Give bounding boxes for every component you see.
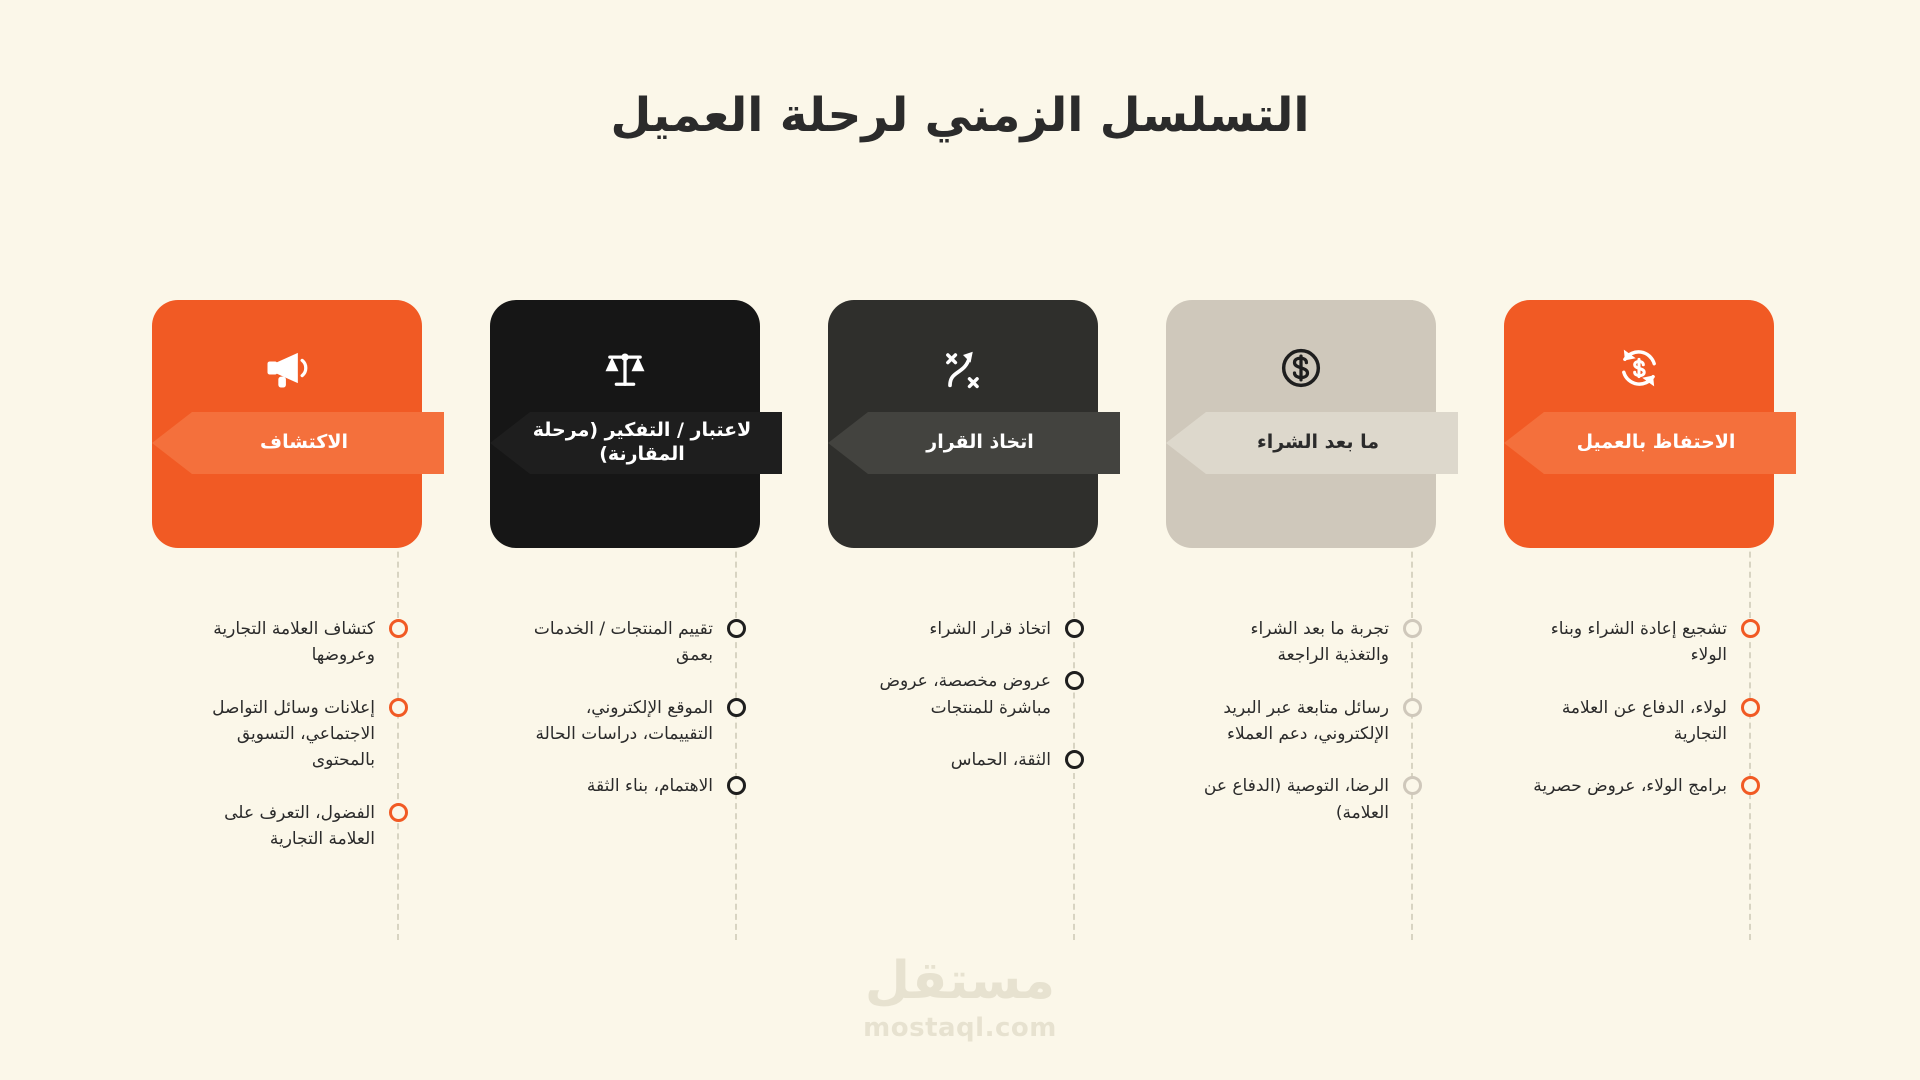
bullet-dot-icon	[727, 776, 746, 795]
list-item	[1470, 695, 1808, 748]
bullet-text: لولاء، الدفاع عن العلامة التجارية	[1561, 697, 1727, 745]
stage-card-consideration[interactable]	[490, 300, 760, 548]
bullet-text: اتخاذ قرار الشراء	[929, 619, 1051, 639]
list-item	[794, 616, 1132, 642]
stage-decision	[794, 300, 1132, 940]
bullet-dot-icon	[1403, 776, 1422, 795]
dollar-refresh-icon	[1504, 328, 1774, 408]
stage-post-purchase	[1132, 300, 1470, 940]
strategy-arrow-icon	[828, 328, 1098, 408]
bullet-dot-icon	[1065, 671, 1084, 690]
stage-label: الاحتفاظ بالعميل	[1576, 431, 1736, 454]
list-item	[1132, 695, 1470, 748]
bullet-text: الاهتمام، بناء الثقة	[586, 776, 713, 797]
bullet-dot-icon	[389, 619, 408, 638]
stage-label: ما بعد الشراء	[1257, 431, 1379, 454]
bullet-text: إعلانات وسائل التواصل الاجتماعي، التسويق بالمحتوى	[212, 697, 375, 771]
list-item	[1470, 773, 1808, 799]
list-item	[118, 800, 456, 853]
megaphone-icon	[152, 328, 422, 408]
list-item	[1132, 616, 1470, 669]
bullet-dot-icon	[727, 698, 746, 717]
stage-banner-post-purchase	[1166, 412, 1458, 474]
stage-banner-consideration	[490, 412, 782, 474]
list-item	[118, 695, 456, 774]
page-title: التسلسل الزمني لرحلة العميل	[610, 88, 1310, 143]
stage-card-decision[interactable]	[828, 300, 1098, 548]
list-item	[118, 616, 456, 669]
stage-banner-decision	[828, 412, 1120, 474]
stage-label: الاكتشاف	[260, 431, 349, 454]
list-item	[1470, 616, 1808, 669]
watermark	[0, 951, 1920, 1043]
stage-label: لاعتبار / التفكير (مرحلة المقارنة)	[532, 419, 752, 465]
bullet-text: تشجيع إعادة الشراء وبناء الولاء	[1550, 619, 1727, 666]
list-item	[1132, 773, 1470, 826]
stage-bullet-list	[794, 616, 1132, 773]
bullet-dot-icon	[1065, 750, 1084, 769]
stage-bullet-list	[1470, 616, 1808, 800]
bullet-dot-icon	[389, 803, 408, 822]
bullet-text: تجربة ما بعد الشراء والتغذية الراجعة	[1250, 619, 1389, 666]
bullet-dot-icon	[1741, 619, 1760, 638]
stage-discovery	[118, 300, 456, 940]
stage-consideration	[456, 300, 794, 940]
bullet-dot-icon	[1741, 698, 1760, 717]
stage-list	[118, 300, 1808, 940]
list-item	[794, 747, 1132, 773]
list-item	[456, 616, 794, 669]
watermark-url: mostaql.com	[863, 1013, 1057, 1043]
bullet-dot-icon	[727, 619, 746, 638]
bullet-dot-icon	[1403, 619, 1422, 638]
stage-card-post-purchase[interactable]	[1166, 300, 1436, 548]
list-item	[456, 695, 794, 748]
dollar-circle-icon	[1166, 328, 1436, 408]
stage-label: اتخاذ القرار	[926, 431, 1034, 454]
scales-icon	[490, 328, 760, 408]
bullet-text: الموقع الإلكتروني، التقييمات، دراسات الحالة	[535, 697, 713, 745]
stage-card-retention[interactable]	[1504, 300, 1774, 548]
bullet-dot-icon	[1741, 776, 1760, 795]
bullet-dot-icon	[1065, 619, 1084, 638]
bullet-text: الرضا، التوصية (الدفاع عن العلامة)	[1203, 776, 1389, 823]
stage-card-discovery[interactable]	[152, 300, 422, 548]
list-item	[456, 773, 794, 799]
list-item	[794, 668, 1132, 721]
stage-bullet-list	[456, 616, 794, 800]
bullet-text: كتشاف العلامة التجارية وعروضها	[213, 619, 375, 666]
watermark-logo: مستقل	[864, 951, 1056, 1011]
stage-banner-retention	[1504, 412, 1796, 474]
bullet-text: الفضول، التعرف على العلامة التجارية	[224, 802, 375, 850]
bullet-text: عروض مخصصة، عروض مباشرة للمنتجات	[879, 671, 1051, 718]
bullet-text: رسائل متابعة عبر البريد الإلكتروني، دعم العملاء	[1223, 697, 1389, 745]
bullet-text: تقييم المنتجات / الخدمات بعمق	[533, 619, 713, 666]
bullet-text: برامج الولاء، عروض حصرية	[1533, 776, 1727, 797]
bullet-dot-icon	[389, 698, 408, 717]
bullet-dot-icon	[1403, 698, 1422, 717]
stage-retention	[1470, 300, 1808, 940]
stage-bullet-list	[1132, 616, 1470, 826]
stage-banner-discovery	[152, 412, 444, 474]
stage-bullet-list	[118, 616, 456, 852]
bullet-text: الثقة، الحماس	[950, 750, 1051, 771]
